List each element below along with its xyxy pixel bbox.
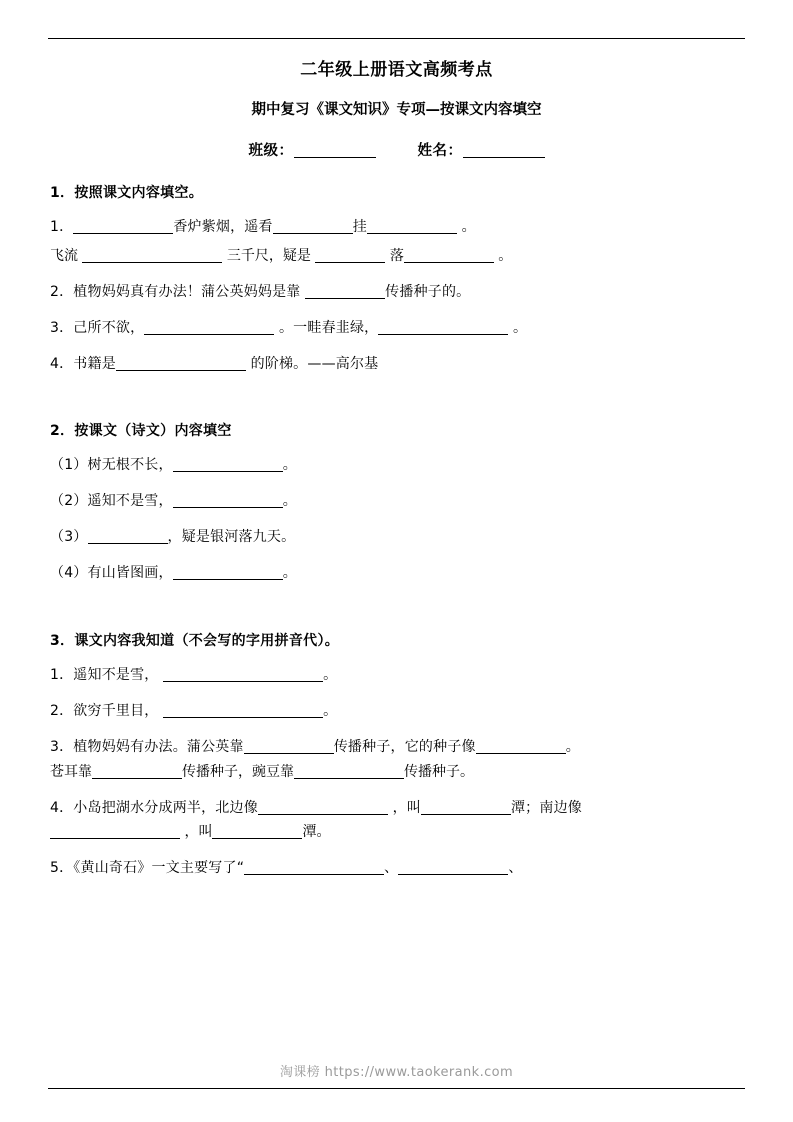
answer-blank[interactable] (404, 249, 494, 263)
class-label: 班级： (248, 143, 294, 159)
answer-blank[interactable] (378, 321, 508, 335)
section-2-question-4 (50, 564, 743, 583)
answer-blank[interactable] (173, 494, 283, 508)
answer-blank[interactable] (88, 530, 168, 544)
s3q3-cont-a: 苍耳靠 (50, 763, 92, 780)
s3q4-cont-b: 潭。 (302, 824, 331, 841)
s3q1-text-b: 。 (323, 667, 338, 684)
s3q3-text-a: 3．植物妈妈有办法。蒲公英靠 (50, 738, 244, 755)
answer-blank[interactable] (82, 249, 222, 263)
answer-blank[interactable] (50, 825, 180, 839)
section-1-question-3 (50, 319, 743, 338)
section-2-heading: 2．按课文（诗文）内容填空 (50, 423, 232, 440)
s3q2-text-b: 。 (323, 702, 338, 719)
name-label: 姓名： (417, 143, 463, 159)
bottom-divider (48, 1088, 745, 1089)
q1-text-c: 挂 (352, 219, 367, 235)
s2q3-text-a: （3） (50, 529, 88, 546)
answer-blank[interactable] (476, 740, 566, 754)
answer-blank[interactable] (173, 566, 283, 580)
answer-blank[interactable] (173, 458, 283, 472)
section-3-heading: 3．课文内容我知道（不会写的字用拼音代）。 (50, 633, 340, 650)
s3q5-text-c: 、 (508, 860, 523, 877)
q1-text-d: 。 (461, 219, 476, 235)
answer-blank[interactable] (212, 825, 302, 839)
q3-text-b: 。一畦春韭绿， (278, 319, 379, 336)
s3q4-text-a: 4．小岛把湖水分成两半，北边像 (50, 799, 258, 816)
section-3-question-3-cont (50, 763, 743, 782)
s3q5-text-a: 5．《黄山奇石》一文主要写了“ (50, 860, 245, 877)
section-gap (50, 390, 743, 420)
q1-cont-d: 。 (498, 247, 513, 264)
s2q4-text-a: （4）有山皆图画， (50, 565, 173, 582)
answer-blank[interactable] (163, 704, 323, 718)
answer-blank[interactable] (273, 220, 353, 234)
section-1-question-2 (50, 283, 743, 302)
section-3-question-1 (50, 666, 743, 685)
page-subtitle: 期中复习《课文知识》专项—按课文内容填空 (251, 102, 542, 118)
answer-blank[interactable] (258, 801, 388, 815)
answer-blank[interactable] (315, 249, 385, 263)
s2q3-text-b: ，疑是银河落九天。 (167, 529, 296, 546)
document-content (50, 0, 743, 878)
s2q1-text-a: （1）树无根不长， (50, 457, 173, 474)
section-1-question-1-cont (50, 247, 743, 266)
s3q3-text-c: 。 (565, 738, 580, 755)
q3-text-a: 3．己所不欲， (50, 319, 145, 336)
s3q1-text-a: 1．遥知不是雪， (50, 667, 159, 684)
section-3-question-3 (50, 738, 743, 757)
q4-text-a: 4．书籍是 (50, 355, 116, 372)
section-3-question-4 (50, 799, 743, 818)
s2q1-text-b: 。 (282, 457, 297, 474)
section-2-question-3 (50, 528, 743, 547)
q1-label: 1． (50, 219, 74, 235)
answer-blank[interactable] (398, 861, 508, 875)
q1-cont-c: 落 (389, 247, 404, 264)
watermark: 淘课榜 https://www.taokerank.com (279, 1065, 514, 1080)
page-title: 二年级上册语文高频考点 (300, 60, 493, 80)
s3q4-text-c: 潭；南边像 (510, 799, 582, 816)
section-3-question-5 (50, 859, 743, 878)
section-3-question-2 (50, 702, 743, 721)
answer-blank[interactable] (92, 765, 182, 779)
q2-text-a: 2．植物妈妈真有办法！蒲公英妈妈是靠 (50, 283, 301, 300)
answer-blank[interactable] (367, 220, 457, 234)
section-2-question-2 (50, 492, 743, 511)
answer-blank[interactable] (244, 861, 384, 875)
s2q4-text-b: 。 (282, 565, 297, 582)
s2q2-text-a: （2）遥知不是雪， (50, 493, 173, 510)
q1-text-b: 香炉紫烟，遥看 (173, 219, 273, 235)
answer-blank[interactable] (305, 285, 385, 299)
answer-blank[interactable] (421, 801, 511, 815)
answer-blank[interactable] (116, 357, 246, 371)
class-blank[interactable] (294, 143, 376, 158)
s3q4-cont-a: ，叫 (184, 824, 213, 841)
s3q3-text-b: 传播种子，它的种子像 (333, 738, 476, 755)
s3q3-cont-c: 传播种子。 (404, 763, 474, 780)
section-3-question-4-cont (50, 823, 743, 842)
q1-cont-a: 飞流 (50, 247, 78, 264)
s3q3-cont-b: 传播种子，豌豆靠 (182, 763, 294, 780)
section-2-question-1 (50, 456, 743, 475)
answer-blank[interactable] (73, 220, 173, 234)
student-info-row (50, 139, 743, 160)
top-divider (48, 38, 745, 39)
s3q5-text-b: 、 (384, 860, 399, 877)
answer-blank[interactable] (244, 740, 334, 754)
answer-blank[interactable] (294, 765, 404, 779)
q3-text-c: 。 (513, 319, 528, 336)
q2-text-b: 传播种子的。 (385, 283, 471, 300)
section-1-question-1 (50, 218, 743, 237)
s2q2-text-b: 。 (282, 493, 297, 510)
s3q4-text-b: ，叫 (392, 799, 421, 816)
section-1-question-4 (50, 355, 743, 374)
section-1-heading: 1．按照课文内容填空。 (50, 185, 204, 201)
s3q2-text-a: 2．欲穷千里目， (50, 702, 159, 719)
q4-text-b: 的阶梯。——高尔基 (250, 355, 379, 372)
section-gap-2 (50, 600, 743, 630)
answer-blank[interactable] (144, 321, 274, 335)
name-blank[interactable] (463, 143, 545, 158)
answer-blank[interactable] (163, 668, 323, 682)
q1-cont-b: 三千尺，疑是 (226, 247, 311, 264)
